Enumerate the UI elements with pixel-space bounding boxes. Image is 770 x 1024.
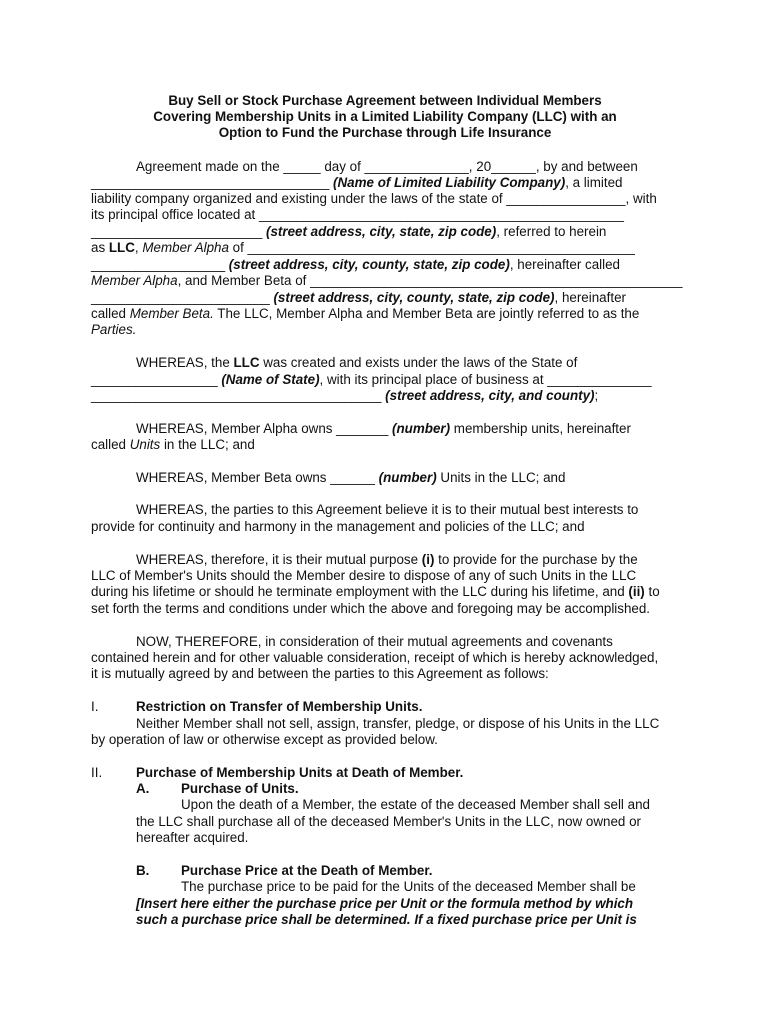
intro-line-5: _______________________ (street address, city, state, zip code), referred to herein (91, 224, 607, 239)
section-1-heading: Restriction on Transfer of Membership Units. (136, 699, 423, 714)
intro-line-7: __________________ (street address, city, county, state, zip code), hereinafter called (91, 257, 620, 272)
section-1-line-1: Neither Member shall not sell, assign, transfer, pledge, or dispose of his Units in the LLC (136, 716, 660, 731)
subsection-b-line-3: such a purchase price shall be determined. If a fixed purchase price per Unit is (136, 912, 637, 927)
document-title (90, 93, 680, 142)
whereas5-line-4: set forth the terms and conditions under which the above and foregoing may be accomplished. (91, 601, 651, 616)
whereas4-line-1: WHEREAS, the parties to this Agreement believe it is to their mutual best interests to (136, 502, 639, 517)
intro-line-9: ________________________ (street address, city, county, state, zip code), hereinafter (91, 290, 626, 305)
intro-line-2: ________________________________ (Name of Limited Liability Company), a limited (91, 175, 623, 190)
intro-line-1: Agreement made on the _____ day of ______________, 20______, by and between (136, 159, 638, 174)
section-2-heading: Purchase of Membership Units at Death of Member. (136, 765, 464, 780)
whereas4-line-2: provide for continuity and harmony in the management and policies of the LLC; and (91, 519, 585, 534)
intro-line-6: as LLC, Member Alpha of ____________________________________________________ (91, 240, 635, 255)
subsection-a-line-3: hereafter acquired. (136, 830, 249, 845)
subsection-a-heading: Purchase of Units. (181, 781, 299, 796)
title-line-3: Option to Fund the Purchase through Life Insurance (218, 125, 552, 141)
intro-line-3: liability company organized and existing under the laws of the state of ________________, with (91, 191, 657, 206)
subsection-a-number: A. (136, 781, 150, 796)
whereas2-line-2: called Units in the LLC; and (91, 437, 255, 452)
whereas1-line-2: _________________ (Name of State), with its principal place of business at ______________ (91, 372, 652, 387)
now-line-1: NOW, THEREFORE, in consideration of their mutual agreements and covenants (136, 634, 613, 649)
intro-line-4: its principal office located at _________________________________________________ (91, 207, 624, 222)
title-line-2: Covering Membership Units in a Limited Liability Company (LLC) with an (153, 109, 617, 125)
intro-line-8: Member Alpha, and Member Beta of __________________________________________________ (91, 273, 683, 288)
subsection-b-heading: Purchase Price at the Death of Member. (181, 863, 433, 878)
now-line-3: it is mutually agreed by and between the parties to this Agreement as follows: (91, 666, 549, 681)
section-1-number: I. (91, 699, 99, 714)
section-2-number: II. (91, 765, 103, 780)
subsection-b-number: B. (136, 863, 150, 878)
whereas-beta-paragraph: WHEREAS, Member Beta owns ______ (number) Units in the LLC; and (136, 470, 566, 485)
whereas5-line-1: WHEREAS, therefore, it is their mutual purpose (i) to provide for the purchase by the (136, 552, 638, 567)
whereas5-line-3: during his lifetime or should he terminate employment with the LLC during his lifetime, and (ii) to (91, 584, 660, 599)
llc-name-label: (Name of Limited Liability Company) (333, 175, 566, 190)
subsection-b-line-1: The purchase price to be paid for the Units of the deceased Member shall be (181, 879, 636, 894)
title-line-1: Buy Sell or Stock Purchase Agreement between Individual Members (168, 93, 602, 108)
intro-line-11: Parties. (91, 322, 137, 337)
whereas5-line-2: LLC of Member's Units should the Member desire to dispose of any of such Units in the LLC (91, 568, 637, 583)
now-line-2: contained herein and for other valuable consideration, receipt of which is hereby acknowledged, (91, 650, 659, 665)
whereas1-line-3: _______________________________________ (street address, city, and county); (91, 388, 599, 403)
whereas1-line-1: WHEREAS, the LLC was created and exists under the laws of the State of (136, 355, 578, 370)
section-1-line-2: by operation of law or otherwise except as provided below. (91, 732, 438, 747)
subsection-a-line-1: Upon the death of a Member, the estate of the deceased Member shall sell and (181, 797, 650, 812)
intro-line-10: called Member Beta. The LLC, Member Alpha and Member Beta are jointly referred to as the (91, 306, 640, 321)
subsection-a-line-2: the LLC shall purchase all of the deceased Member's Units in the LLC, now owned or (136, 814, 641, 829)
subsection-b-line-2: [Insert here either the purchase price per Unit or the formula method by which (136, 896, 634, 911)
whereas2-line-1: WHEREAS, Member Alpha owns _______ (number) membership units, hereinafter (136, 421, 631, 436)
